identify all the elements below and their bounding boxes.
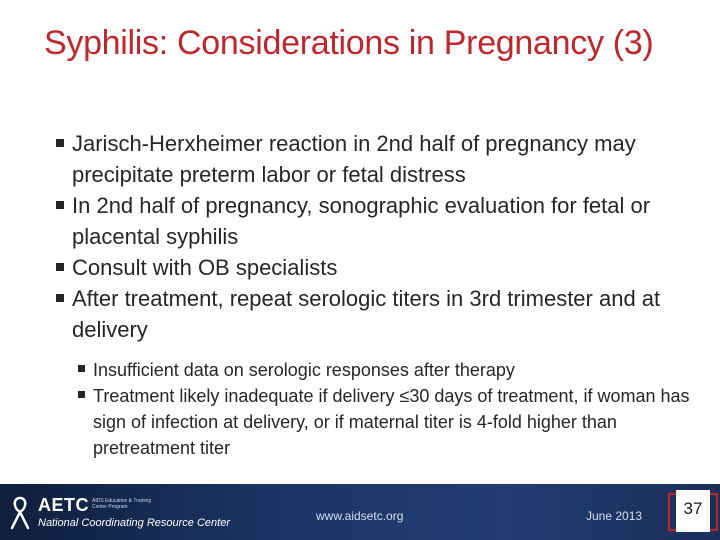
slide-title: Syphilis: Considerations in Pregnancy (3): [44, 24, 654, 62]
bullet-item: [58, 252, 708, 283]
bullet-square-icon: [56, 139, 64, 147]
bullet-item: [58, 283, 708, 345]
bullet-item: [58, 128, 708, 190]
sub-bullet-text: Insufficient data on serologic responses after therapy: [93, 360, 515, 380]
sub-bullet-item: [78, 383, 708, 461]
bullet-square-icon: [56, 263, 64, 271]
sub-bullet-square-icon: [78, 365, 85, 372]
bracket-left-icon: [668, 493, 676, 531]
awareness-ribbon-icon: [8, 496, 32, 530]
bullet-list: [58, 128, 708, 461]
logo-small-text: AIDS Education & Training Center Program: [92, 498, 152, 510]
footer-bar: [0, 484, 720, 540]
bullet-text: In 2nd half of pregnancy, sonographic evaluation for fetal or placental syphilis: [72, 193, 651, 249]
sub-bullet-text: Treatment likely inadequate if delivery ≤30 days of treatment, if woman has sign of infection at delivery, or if maternal titer is 4-fold higher than pretreatment titer: [93, 386, 690, 458]
page-number: 37: [683, 499, 703, 518]
page-number-badge: [676, 490, 710, 532]
logo-name: AETC: [38, 495, 89, 515]
sub-bullet-square-icon: [78, 391, 85, 398]
sub-bullet-item: [78, 357, 708, 383]
bullet-text: Consult with OB specialists: [72, 255, 338, 280]
bullet-square-icon: [56, 201, 64, 209]
aetc-logo: [8, 494, 248, 534]
bracket-right-icon: [710, 493, 718, 531]
footer-url: www.aidsetc.org: [316, 509, 404, 523]
bullet-item: [58, 190, 708, 252]
bullet-square-icon: [56, 294, 64, 302]
bullet-text: After treatment, repeat serologic titers in 3rd trimester and at delivery: [72, 286, 661, 342]
bullet-text: Jarisch-Herxheimer reaction in 2nd half of pregnancy may precipitate preterm labor or fetal distress: [72, 131, 636, 187]
logo-subtitle: National Coordinating Resource Center: [38, 517, 230, 529]
sub-bullet-list: [78, 357, 708, 461]
footer-date: June 2013: [586, 509, 643, 523]
